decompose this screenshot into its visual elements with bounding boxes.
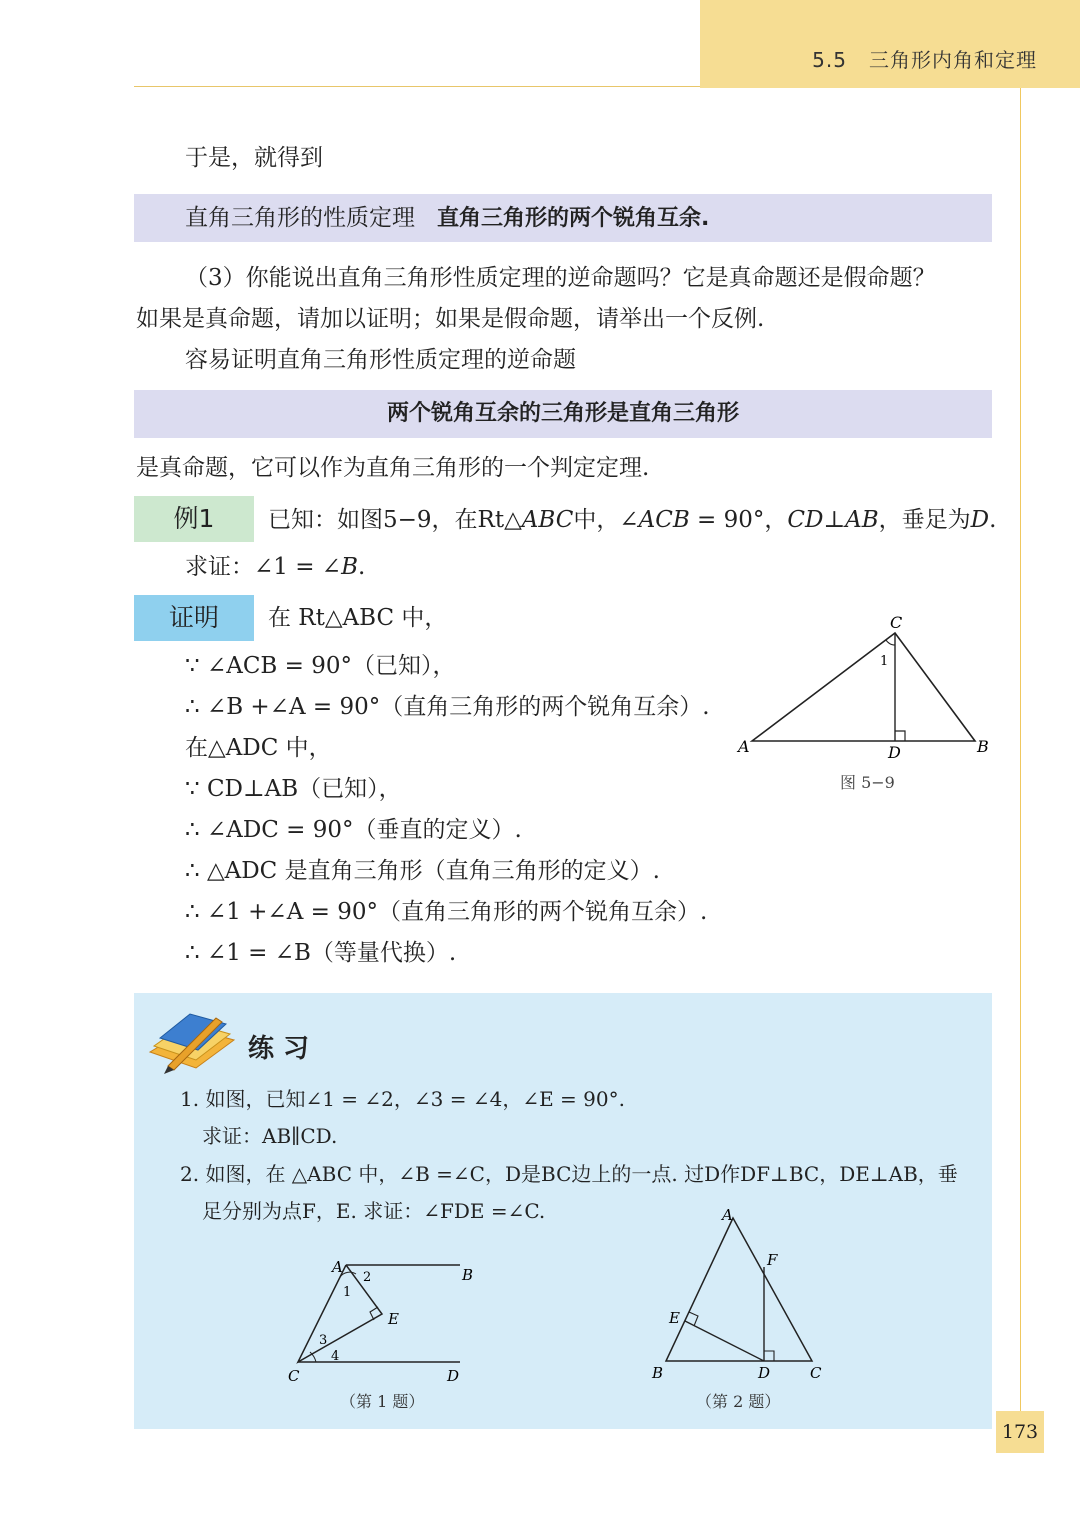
fig2-label-a: A — [722, 1206, 733, 1224]
fig2-label-f: F — [767, 1251, 778, 1269]
fig2-label-e: E — [669, 1309, 680, 1327]
section-number: 5.5 — [812, 48, 847, 72]
fig1-caption: （第 1 题） — [340, 1392, 425, 1411]
prove-end: . — [357, 554, 366, 580]
proof-line: ∴ ∠1 +∠A = 90°（直角三角形的两个锐角互余）. — [185, 899, 708, 925]
fig1-label-e: E — [388, 1310, 399, 1328]
given-d: D — [970, 507, 990, 533]
fig1-label-a: A — [332, 1258, 343, 1276]
books-pencil-icon — [146, 1010, 238, 1076]
page-number: 173 — [996, 1411, 1044, 1453]
theorem1-text: 直角三角形的两个锐角互余. — [436, 206, 710, 231]
theorem1 — [185, 194, 709, 243]
fig1-angle-3: 3 — [319, 1333, 328, 1348]
fig1-label-b: B — [462, 1266, 474, 1284]
converse-intro: 容易证明直角三角形性质定理的逆命题 — [185, 347, 576, 373]
prove-prefix: 求证：∠1 = ∠ — [185, 554, 342, 580]
fig2-label-d: D — [758, 1364, 771, 1382]
given-suffix: ，垂足为 — [878, 507, 971, 533]
given-abc: ABC — [521, 507, 574, 533]
header-rule — [134, 86, 700, 87]
prove-b: B — [341, 554, 358, 580]
exercise-title: 练 习 — [248, 1034, 310, 1064]
exercise-2-line2: 足分别为点F，E. 求证：∠FDE =∠C. — [202, 1199, 546, 1223]
exercise-2-line1: 2. 如图，在 △ABC 中，∠B =∠C，D是BC边上的一点. 过D作DF⊥BC，DE⊥AB，垂 — [180, 1162, 958, 1186]
exercise-1-line1: 1. 如图，已知∠1 = ∠2，∠3 = ∠4，∠E = 90°. — [180, 1087, 625, 1111]
margin-rule — [1020, 88, 1021, 1418]
angle-1-arc — [886, 640, 895, 645]
given-ab: AB — [845, 507, 879, 533]
figure-5-9 — [730, 610, 1010, 800]
exercise-figure-1 — [280, 1250, 500, 1420]
theorem1-label: 直角三角形的性质定理 — [185, 205, 415, 231]
proof-line: 在 Rt△ABC 中， — [268, 605, 448, 631]
label-a: A — [738, 737, 750, 756]
fig1-angle-1: 1 — [343, 1285, 352, 1300]
label-d: D — [888, 743, 901, 762]
proof-line: ∴ △ADC 是直角三角形（直角三角形的定义）. — [185, 858, 660, 884]
fig2-caption: （第 2 题） — [696, 1392, 781, 1411]
fig1-angle-2: 2 — [363, 1270, 372, 1285]
figure-caption: 图 5−9 — [840, 773, 895, 792]
proof-line: ∴ ∠B +∠A = 90°（直角三角形的两个锐角互余）. — [185, 694, 710, 720]
proof-tag: 证明 — [134, 595, 254, 641]
given-cd: CD — [787, 507, 824, 533]
label-b: B — [977, 737, 989, 756]
fig2-label-c: C — [810, 1364, 822, 1382]
proof-line: ∵ CD⊥AB（已知）， — [185, 776, 402, 802]
question3-line1: （3）你能说出直角三角形性质定理的逆命题吗？它是真命题还是假命题？ — [185, 265, 936, 291]
given-prefix: 已知：如图5−9，在Rt△ — [268, 507, 522, 533]
question3-line2: 如果是真命题，请加以证明；如果是假命题，请举出一个反例. — [136, 306, 765, 332]
proof-line: 在△ADC 中， — [185, 735, 332, 761]
exercise-1-line2: 求证：AB∥CD. — [202, 1124, 338, 1148]
proof-line: ∴ ∠1 = ∠B（等量代换）. — [185, 940, 457, 966]
fig1-label-c: C — [288, 1367, 300, 1385]
fig1-label-d: D — [447, 1367, 460, 1385]
section-title: 三角形内角和定理 — [869, 48, 1037, 72]
section-heading — [700, 44, 1037, 73]
given-eq: = 90°， — [689, 507, 788, 533]
example-tag: 例1 — [134, 496, 254, 542]
right-angle-mark — [895, 731, 905, 741]
given-acb: ACB — [638, 507, 690, 533]
exercise-figure-2 — [640, 1200, 840, 1420]
triangle-abc — [752, 633, 975, 741]
proof-line: ∴ ∠ADC = 90°（垂直的定义）. — [185, 817, 522, 843]
given-perp: ⊥ — [823, 507, 846, 533]
example-prove — [185, 552, 365, 582]
given-end: . — [989, 507, 997, 533]
given-mid: 中，∠ — [573, 507, 639, 533]
proof-line: ∵ ∠ACB = 90°（已知）， — [185, 653, 456, 679]
theorem2: 两个锐角互余的三角形是直角三角形 — [386, 401, 739, 426]
fig1-angle-4: 4 — [331, 1349, 340, 1364]
fig2-label-b: B — [652, 1364, 664, 1382]
label-c: C — [890, 613, 903, 632]
label-1: 1 — [880, 654, 889, 669]
example-given — [268, 505, 996, 535]
after-theorem2: 是真命题，它可以作为直角三角形的一个判定定理. — [136, 455, 650, 481]
intro-text: 于是，就得到 — [185, 145, 323, 171]
